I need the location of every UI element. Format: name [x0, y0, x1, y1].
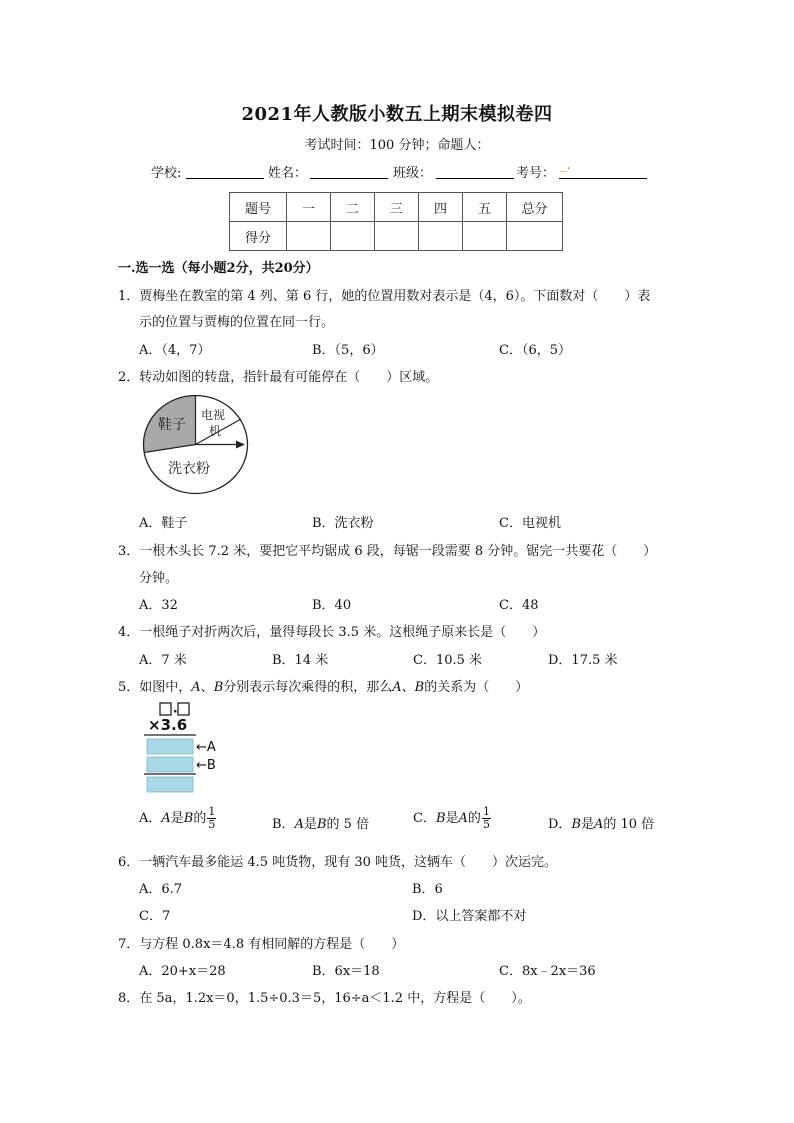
score-table-header: 四 — [419, 193, 463, 222]
spinner-label-shoes: 鞋子 — [158, 417, 186, 433]
q7-option-c[interactable]: C．8x﹣2x＝36 — [499, 964, 596, 979]
q4-option-a[interactable]: A．7 米 — [139, 653, 187, 668]
q7-option-a[interactable]: A．20+x＝28 — [139, 964, 226, 979]
product-result — [147, 777, 193, 792]
score-cell[interactable] — [419, 222, 463, 251]
question-6-text: 6．一辆汽车最多能运 4.5 吨货物，现有 30 吨货，这辆车（ ）次运完。 — [118, 855, 558, 870]
score-cell[interactable] — [463, 222, 507, 251]
score-table-header: 总分 — [507, 193, 563, 222]
q5-option-b[interactable]: B．A是B的 5 倍 — [272, 817, 370, 832]
q5-option-c[interactable]: C．B是A的 $\frac{1}{5}$ — [413, 805, 490, 831]
section-heading: 一.选一选（每小题2分，共20分） — [118, 261, 319, 276]
school-label: 学校: — [151, 166, 182, 181]
q2-option-b[interactable]: B．洗衣粉 — [312, 516, 374, 531]
score-table-header: 三 — [375, 193, 419, 222]
score-cell[interactable] — [375, 222, 419, 251]
q1-option-b[interactable]: B．（5，6） — [312, 343, 384, 358]
score-cell[interactable] — [331, 222, 375, 251]
q4-option-b[interactable]: B．14 米 — [272, 653, 329, 668]
score-table-header: 题号 — [230, 193, 287, 222]
q2-option-a[interactable]: A．鞋子 — [139, 516, 188, 531]
spinner-pointer-arrowhead — [236, 441, 245, 449]
q7-option-b[interactable]: B．6x＝18 — [312, 964, 380, 979]
score-table-header: 一 — [287, 193, 331, 222]
spinner-label-tv: 电视 — [201, 408, 226, 422]
q3-option-c[interactable]: C．48 — [499, 598, 539, 613]
spinner-label-powder: 洗衣粉 — [168, 461, 210, 477]
score-cell[interactable] — [507, 222, 563, 251]
q6-option-c[interactable]: C．7 — [139, 909, 171, 924]
q4-option-c[interactable]: C．10.5 米 — [413, 653, 483, 668]
question-2-text: 2．转动如图的转盘，指针最有可能停在（ ）区域。 — [118, 370, 439, 385]
digit-box — [160, 703, 171, 715]
question-4-text: 4．一根绳子对折两次后，量得每段长 3.5 米。这根绳子原来长是（ ） — [118, 625, 546, 640]
question-1-text-cont: 示的位置与贾梅的位置在同一行。 — [139, 315, 335, 330]
question-5-text: 5．如图中，A、B分别表示每次乘得的积，那么A、B的关系为（ ） — [118, 680, 529, 695]
q2-option-c[interactable]: C．电视机 — [499, 516, 561, 531]
school-field[interactable] — [186, 164, 264, 183]
page-title: 2021年人教版小数五上期末模拟卷四 — [241, 104, 553, 125]
score-row-label: 得分 — [230, 222, 287, 251]
q4-option-d[interactable]: D．17.5 米 — [548, 653, 618, 668]
spinner-figure — [138, 393, 253, 497]
score-cell[interactable] — [287, 222, 331, 251]
number-mark: _. — [560, 158, 571, 173]
class-label: 班级： — [393, 166, 433, 181]
number-label: 考号： — [516, 166, 556, 181]
q6-option-d[interactable]: D．以上答案都不对 — [412, 909, 527, 924]
q6-option-b[interactable]: B．6 — [412, 882, 443, 897]
label-b: ←B — [196, 758, 216, 773]
q1-option-a[interactable]: A．（4，7） — [139, 343, 211, 358]
label-a: ←A — [196, 740, 216, 755]
question-3-text-cont: 分钟。 — [139, 571, 179, 586]
partial-product-a — [147, 739, 193, 754]
partial-product-b — [147, 757, 193, 772]
score-table-score-row — [230, 222, 563, 251]
question-1-text: 1．贾梅坐在教室的第 4 列、第 6 行，她的位置用数对表示是（4，6）。下面数对（ ）表 — [118, 289, 651, 304]
q5-option-d[interactable]: D．B是A的 10 倍 — [548, 817, 655, 832]
question-3-text: 3．一根木头长 7.2 米，要把它平均锯成 6 段，每锯一段需要 8 分钟。锯完一共要花（ ） — [118, 544, 657, 559]
fraction-one-fifth: $\frac{1}{5}$ — [482, 805, 490, 831]
fraction-one-fifth: $\frac{1}{5}$ — [208, 805, 216, 831]
q3-option-a[interactable]: A．32 — [139, 598, 178, 613]
q3-option-b[interactable]: B．40 — [312, 598, 352, 613]
q1-option-c[interactable]: C．（6，5） — [499, 343, 571, 358]
spinner-label-tv-2: 机 — [209, 424, 222, 438]
question-7-text: 7．与方程 0.8x＝4.8 有相同解的方程是（ ） — [118, 937, 405, 952]
exam-info: 考试时间：100 分钟；命题人： — [304, 138, 490, 153]
number-field[interactable] — [559, 164, 647, 183]
decimal-point — [174, 710, 176, 712]
name-label: 姓名： — [268, 166, 308, 181]
q6-option-a[interactable]: A．6.7 — [139, 882, 183, 897]
score-table-header: 二 — [331, 193, 375, 222]
name-field[interactable] — [310, 164, 388, 183]
q5-option-a[interactable]: A．A是B的 $\frac{1}{5}$ — [139, 805, 216, 831]
question-8-text: 8．在 5a，1.2x＝0，1.5÷0.3＝5，16÷a＜1.2 中，方程是（ ）。 — [118, 991, 531, 1006]
digit-box — [178, 703, 189, 715]
score-table-header-row — [230, 193, 563, 222]
class-field[interactable] — [436, 164, 514, 183]
multiplier: ×3.6 — [148, 716, 188, 734]
score-table-header: 五 — [463, 193, 507, 222]
score-table — [229, 192, 563, 251]
multiplication-figure — [142, 700, 234, 796]
